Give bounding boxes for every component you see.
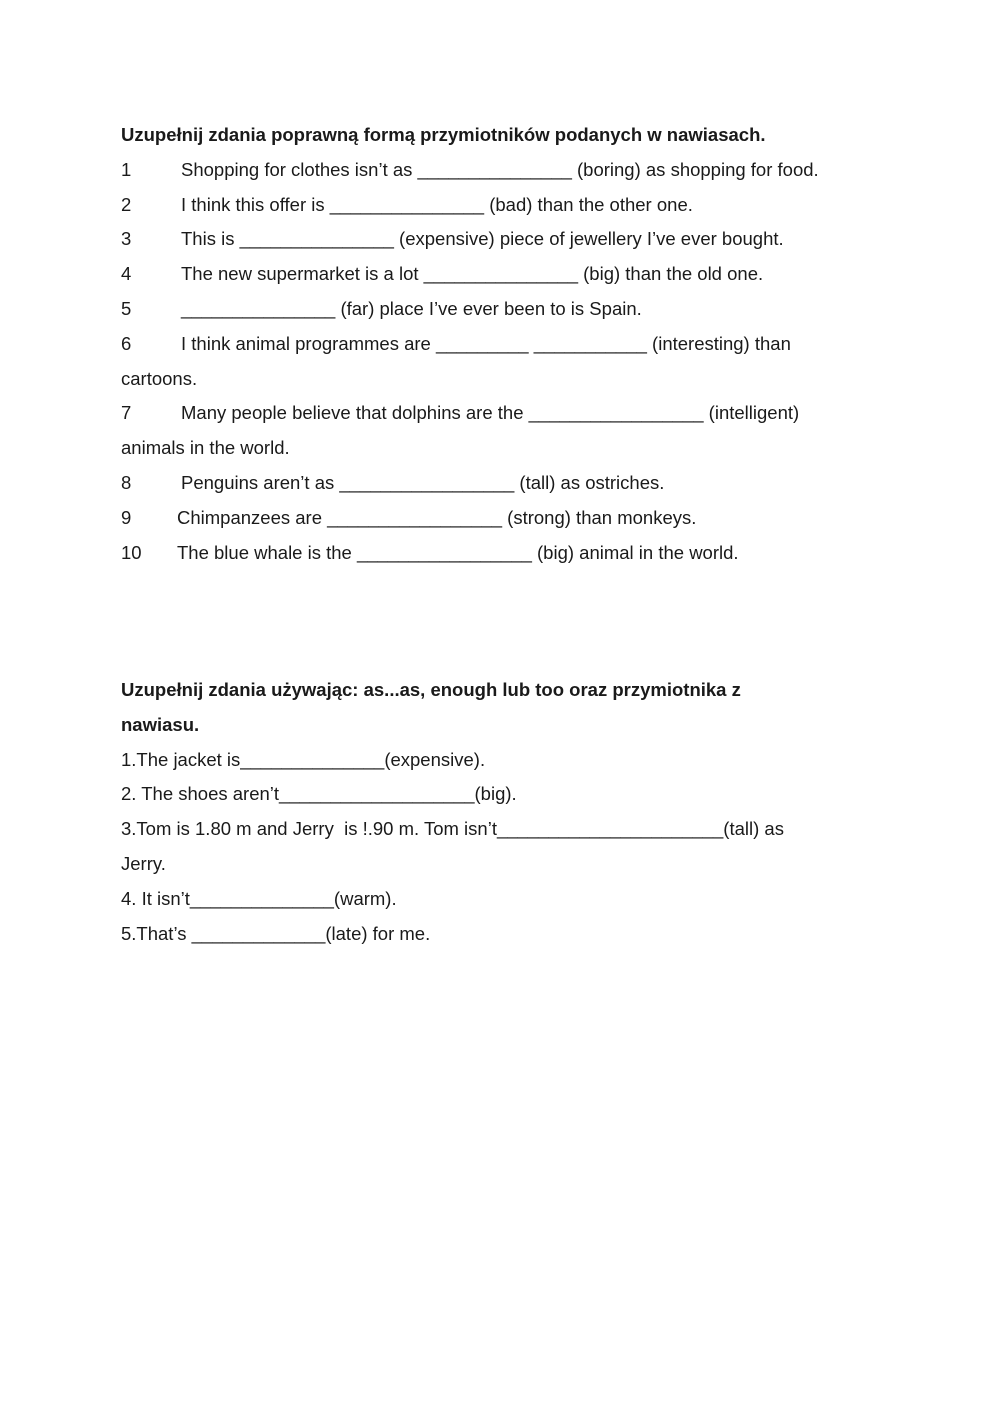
exercise-1-item-7 (121, 396, 891, 431)
item-text: Many people believe that dolphins are the _________________ (intelligent) (181, 402, 800, 424)
item-number: 5 (121, 297, 132, 319)
exercise-1-heading: Uzupełnij zdania poprawną formą przymiotników podanych w nawiasach. (121, 124, 766, 145)
exercise-2-item-3: 3.Tom is 1.80 m and Jerry is !.90 m. Tom isn’t______________________(tall) as (121, 818, 784, 840)
item-text: _______________ (far) place I’ve ever been to is Spain. (181, 297, 642, 319)
item-text: The blue whale is the _________________ (big) animal in the world. (177, 541, 739, 563)
exercise-1-item-5 (121, 292, 891, 327)
exercise-1-item-10 (121, 536, 891, 571)
exercise-2-item-4: 4. It isn’t______________(warm). (121, 887, 397, 909)
item-text: Chimpanzees are _________________ (strong) than monkeys. (177, 506, 697, 528)
exercise-1-item-3 (121, 222, 891, 257)
exercise-1-item-8 (121, 466, 891, 501)
item-number: 9 (121, 506, 132, 528)
exercise-2-item-5: 5.That’s _____________(late) for me. (121, 922, 431, 944)
exercise-1-item-4 (121, 257, 891, 292)
item-number: 10 (121, 541, 142, 563)
item-number: 6 (121, 332, 132, 354)
item-number: 8 (121, 471, 132, 493)
exercise-2-heading-line-1: Uzupełnij zdania używając: as...as, enough lub too oraz przymiotnika z (121, 679, 741, 700)
exercise-1-item-6 (121, 327, 891, 362)
exercise-1-item-9 (121, 501, 891, 536)
item-text: Penguins aren’t as _________________ (tall) as ostriches. (181, 471, 665, 493)
item-number: 7 (121, 402, 132, 424)
exercise-2 (121, 673, 891, 951)
item-text-continuation: animals in the world. (121, 437, 290, 459)
item-text: I think animal programmes are _________ ___________ (interesting) than (181, 332, 791, 354)
exercise-1-item-2 (121, 188, 891, 223)
item-text: Shopping for clothes isn’t as _______________ (boring) as shopping for food. (181, 158, 819, 180)
item-text-continuation: Jerry. (121, 852, 166, 874)
exercise-2-item-1: 1.The jacket is______________(expensive). (121, 748, 486, 770)
item-text-continuation: cartoons. (121, 367, 198, 389)
exercise-1 (121, 118, 891, 570)
item-text: I think this offer is _______________ (bad) than the other one. (181, 193, 693, 215)
exercise-2-heading-line-2: nawiasu. (121, 713, 200, 735)
item-number: 1 (121, 158, 132, 180)
item-text: The new supermarket is a lot _______________ (big) than the old one. (181, 263, 764, 285)
item-text: This is _______________ (expensive) piece of jewellery I’ve ever bought. (181, 228, 784, 250)
exercise-2-item-2: 2. The shoes aren’t___________________(big). (121, 783, 517, 805)
item-number: 4 (121, 263, 132, 285)
item-number: 2 (121, 193, 132, 215)
item-number: 3 (121, 228, 132, 250)
exercise-1-item-1 (121, 153, 891, 188)
